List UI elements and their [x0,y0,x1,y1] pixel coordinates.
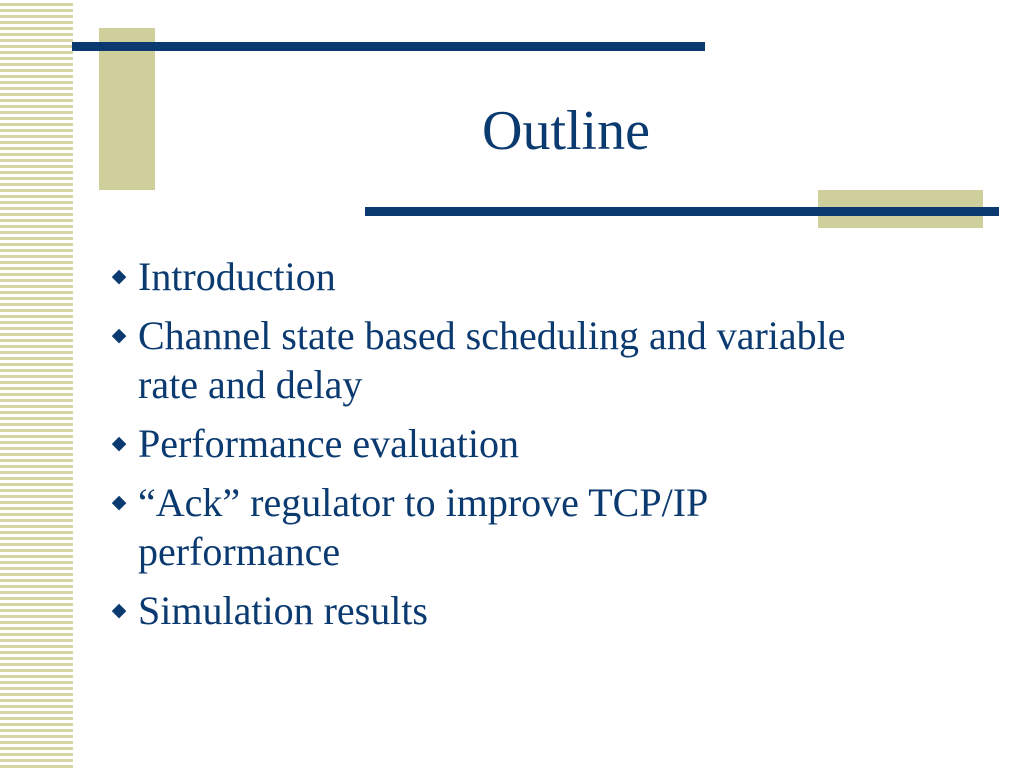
striped-side-band [0,0,73,768]
bullet-text: “Ack” regulator to improve TCP/IP performance [138,480,709,574]
diamond-bullet-icon: ◆ [111,491,127,513]
bullet-item [100,478,980,576]
bullet-text: Introduction [138,254,336,299]
bullet-list [100,252,980,645]
bullet-text: Simulation results [138,588,428,633]
diamond-bullet-icon: ◆ [111,324,127,346]
diamond-bullet-icon: ◆ [111,599,127,621]
accent-block-top [99,28,155,190]
title-rule-top [72,42,705,51]
title-rule-bottom [365,207,999,216]
slide-title: Outline [482,100,650,162]
bullet-text: Channel state based scheduling and variable rate and delay [138,313,846,407]
bullet-item [100,252,980,301]
bullet-item [100,311,980,409]
bullet-item [100,419,980,468]
bullet-text: Performance evaluation [138,421,519,466]
diamond-bullet-icon: ◆ [111,432,127,454]
bullet-item [100,586,980,635]
diamond-bullet-icon: ◆ [111,265,127,287]
